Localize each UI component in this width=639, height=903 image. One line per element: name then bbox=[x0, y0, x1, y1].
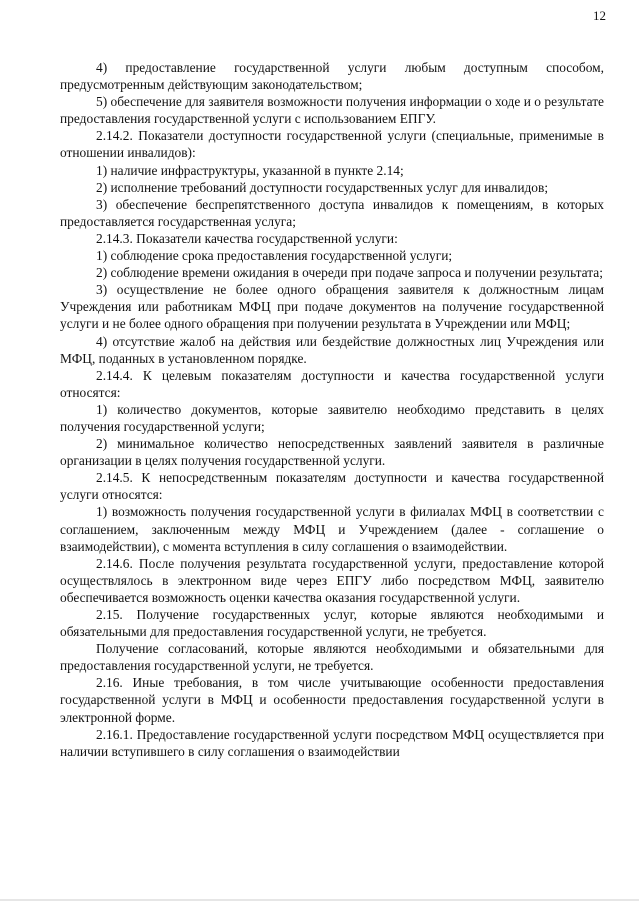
scan-edge-line bbox=[0, 899, 639, 901]
paragraph-2-14-3-heading: 2.14.3. Показатели качества государственной услуги: bbox=[96, 230, 398, 246]
paragraph-2-15-required-services: 2.15. Получение государственных услуг, которые являются необходимыми и обязательными для предоставления государственной услуги, не требуется. bbox=[60, 607, 604, 640]
paragraph-2-14-6-quality-evaluation: 2.14.6. После получения результата государственной услуги, предоставление которой осуществлялось в электронном виде через ЕПГУ либо посредством МФЦ, заявителю обеспечивается возможность оценки качества оказания государственной услуги. bbox=[60, 555, 604, 605]
paragraph-2-16-other-requirements: 2.16. Иные требования, в том числе учитывающие особенности предоставления государственной услуги в МФЦ и особенности предоставления государственной услуги в электронной форме. bbox=[60, 675, 604, 725]
paragraph-infrastructure: 1) наличие инфраструктуры, указанной в пункте 2.14; bbox=[96, 162, 404, 178]
paragraph-minimal-applications: 2) минимальное количество непосредственных заявлений заявителя в различные организации в целях получения государственной услуги. bbox=[60, 436, 604, 469]
paragraph-2-14-2-heading: 2.14.2. Показатели доступности государственной услуги (специальные, применимые в отношении инвалидов): bbox=[60, 128, 604, 161]
paragraph-item-5-epgu-info: 5) обеспечение для заявителя возможности получения информации о ходе и о результате предоставления государственной услуги с использованием ЕПГУ. bbox=[60, 94, 604, 127]
paragraph-document-count: 1) количество документов, которые заявителю необходимо представить в целях получения государственной услуги; bbox=[60, 401, 604, 434]
document-body bbox=[60, 59, 604, 760]
page-number: 12 bbox=[593, 8, 606, 23]
paragraph-queue-time: 2) соблюдение времени ожидания в очереди при подаче запроса и получении результата; bbox=[96, 265, 603, 281]
paragraph-item-4-universal-access: 4) предоставление государственной услуги любым доступным способом, предусмотренным действующим законодательством; bbox=[60, 60, 604, 93]
paragraph-unobstructed-access: 3) обеспечение беспрепятственного доступа инвалидов к помещениям, в которых предоставляется государственная услуга; bbox=[60, 196, 604, 229]
paragraph-service-term: 1) соблюдение срока предоставления государственной услуги; bbox=[96, 248, 453, 264]
paragraph-no-complaints: 4) отсутствие жалоб на действия или бездействие должностных лиц Учреждения или МФЦ, поданных в установленном порядке. bbox=[60, 333, 604, 366]
paragraph-mfc-branches: 1) возможность получения государственной услуги в филиалах МФЦ в соответствии с соглашением, заключенным между МФЦ и Учреждением (далее - соглашение о взаимодействии), с момента вступления в силу соглашения о взаимодействии. bbox=[60, 504, 604, 554]
paragraph-2-16-1-mfc-provision: 2.16.1. Предоставление государственной услуги посредством МФЦ осуществляется при наличии вступившего в силу соглашения о взаимодействии bbox=[60, 726, 604, 759]
paragraph-approvals-not-required: Получение согласований, которые являются необходимыми и обязательными для предоставления государственной услуги, не требуется. bbox=[60, 641, 604, 674]
paragraph-2-14-5-heading: 2.14.5. К непосредственным показателям доступности и качества государственной услуги относятся: bbox=[60, 470, 604, 503]
paragraph-accessibility-requirements: 2) исполнение требований доступности государственных услуг для инвалидов; bbox=[96, 179, 549, 195]
paragraph-2-14-4-heading: 2.14.4. К целевым показателям доступности и качества государственной услуги относятся: bbox=[60, 367, 604, 400]
paragraph-single-contact: 3) осуществление не более одного обращения заявителя к должностным лицам Учреждения или работникам МФЦ при подаче документов на получение государственной услуги и не более одного обращения при получении результата в Учреждении или МФЦ; bbox=[60, 282, 604, 332]
